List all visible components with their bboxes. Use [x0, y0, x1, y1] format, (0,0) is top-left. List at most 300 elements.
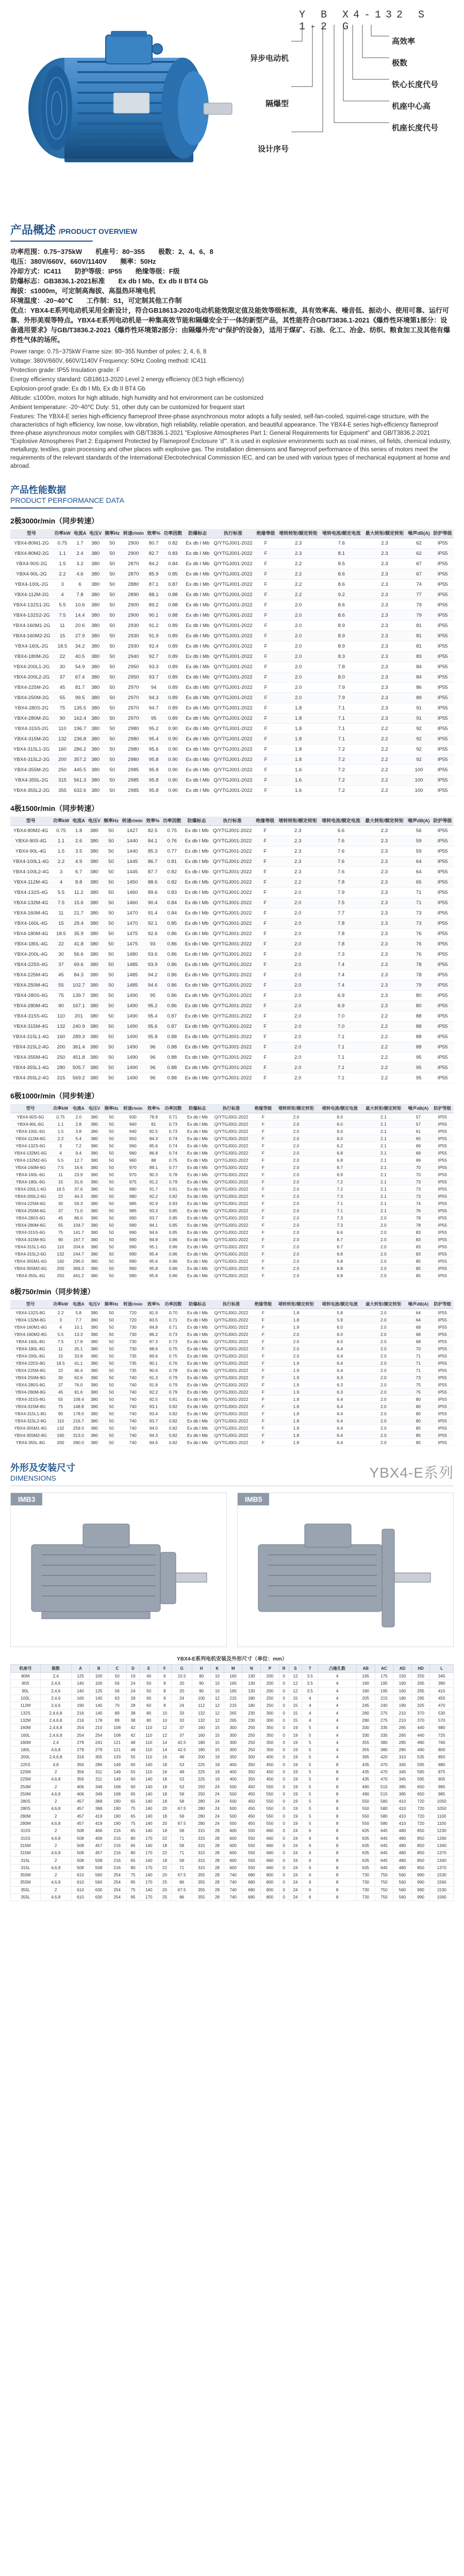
table-cell: 380 [87, 857, 102, 867]
table-cell: 980 [121, 1193, 145, 1200]
column-header: D [126, 1665, 140, 1673]
table-cell: 24 [210, 1812, 224, 1820]
table-cell: Ex db I Mb [183, 1032, 210, 1042]
table-cell: Q/YTGJ001-2022 [210, 846, 254, 857]
table-cell: Q/YTGJ001-2022 [210, 1316, 252, 1324]
table-cell: Q/YTGJ001-2022 [211, 559, 255, 569]
table-cell: Ex db I Mb [184, 683, 211, 693]
table-cell: 735 [121, 1360, 145, 1367]
hero-section [10, 0, 454, 216]
table-cell: 0.84 [161, 908, 183, 919]
table-cell: Q/YTGJ001-2022 [211, 744, 255, 755]
table-cell: 250 [52, 1053, 71, 1063]
table-cell: 37.6 [71, 1185, 87, 1193]
table-cell: 8.5 [320, 559, 363, 569]
overview-cn-text [10, 247, 454, 345]
table-cell: Ex db I Mb [183, 1063, 210, 1073]
table-cell: Ex db I Mb [185, 1128, 211, 1135]
table-cell: F [252, 1403, 274, 1410]
table-row [10, 600, 454, 611]
table-cell: 50 [140, 1680, 158, 1687]
table-cell: 569.2 [71, 1073, 86, 1083]
table-cell: 70 [405, 1171, 431, 1178]
table-cell: F [252, 1432, 274, 1439]
table-cell: F [252, 1367, 274, 1374]
table-cell: 6.0 [318, 1331, 362, 1338]
table-cell: 100 [90, 1680, 108, 1687]
table-cell: F [254, 919, 276, 929]
table-cell: 0.75 [52, 826, 71, 836]
table-cell: IP55 [432, 826, 454, 836]
table-cell: 985 [430, 1790, 454, 1798]
table-cell: 18 [158, 1812, 172, 1820]
table-cell: 0.83 [162, 549, 184, 559]
table-cell: 6.4 [318, 1396, 362, 1403]
table-cell: 8 [158, 1680, 172, 1687]
table-cell: 90.3 [145, 1171, 162, 1178]
table-cell: 380 [88, 621, 103, 631]
table-row [10, 703, 454, 714]
table-cell: 0.73 [162, 1338, 184, 1345]
table-cell: 64 [405, 1309, 431, 1316]
table-cell: 110 [52, 1011, 71, 1022]
table-cell: 148.8 [71, 1403, 87, 1410]
table-cell: 2.3 [363, 672, 406, 683]
table-cell: 92.6 [144, 929, 161, 939]
table-cell: 275 [375, 1709, 393, 1717]
table-cell: IP55 [432, 991, 454, 1001]
table-cell: 740 [121, 1388, 145, 1396]
table-cell: 160 [53, 744, 72, 755]
table-cell: 71.0 [71, 1207, 87, 1214]
table-cell: IP55 [432, 1207, 454, 1214]
table-cell: 50 [102, 1135, 121, 1142]
table-cell: 380 [87, 1360, 102, 1367]
table-cell: 2.0 [276, 1032, 320, 1042]
table-cell: IP55 [432, 980, 454, 991]
table-cell: 740 [121, 1403, 145, 1410]
table-cell: F [252, 1236, 274, 1243]
table-cell: 2.3 [276, 846, 320, 857]
table-cell: 140 [140, 1776, 158, 1783]
table-cell: 380 [87, 1425, 102, 1432]
table-cell: 11 [51, 1171, 70, 1178]
table-cell: 980 [121, 1185, 145, 1193]
table-cell: 50 [102, 1063, 120, 1073]
table-cell: YBX4-160M2-8G [10, 1331, 51, 1338]
table-cell: 7.6 [320, 857, 363, 867]
table-cell: Ex db I Mb [183, 950, 210, 960]
table-cell: 50 [102, 1236, 121, 1243]
table-cell: 12 [289, 1680, 302, 1687]
table-cell: 1.6 [277, 786, 320, 796]
table-cell: 355M [11, 1872, 41, 1879]
table-cell: 195 [375, 1680, 393, 1687]
table-cell: 730 [121, 1338, 145, 1345]
table-cell: 1.8 [274, 1403, 318, 1410]
table-cell: 2.2 [51, 1135, 70, 1142]
table-cell: 4,6,8 [40, 1790, 71, 1798]
table-cell: 2940 [121, 652, 145, 662]
table-cell: 12 [210, 1709, 224, 1717]
table-cell: 7.0 [320, 1022, 363, 1032]
table-cell: 130 [242, 1680, 261, 1687]
table-cell: 90.1 [145, 1360, 162, 1367]
table-cell: 380 [87, 1331, 102, 1338]
table-cell: 93.1 [145, 1403, 162, 1410]
table-cell: 19 [289, 1783, 302, 1790]
table-cell: 6.4 [318, 1360, 362, 1367]
table-cell: 0.89 [162, 631, 184, 641]
table-cell: 2.0 [277, 662, 320, 672]
table-row [11, 1717, 454, 1724]
table-cell: Q/YTGJ001-2022 [211, 611, 255, 621]
table-cell: 48 [126, 1746, 140, 1753]
table-cell: 2.0 [274, 1258, 318, 1265]
performance-table [10, 817, 454, 1083]
table-cell: 295 [411, 1694, 430, 1702]
table-cell: 149 [108, 1776, 126, 1783]
table-cell: 1530 [430, 1886, 454, 1893]
table-cell: Q/YTGJ001-2022 [210, 908, 254, 919]
table-cell: 0.86 [162, 1258, 184, 1265]
table-cell: 20 [158, 1820, 172, 1827]
table-cell: 11 [51, 1345, 70, 1352]
table-cell: 42.5 [171, 1739, 192, 1746]
table-cell: 850 [411, 1835, 430, 1842]
table-cell: 50 [102, 1258, 121, 1265]
table-cell: 380 [87, 1265, 102, 1272]
table-cell: 1.5 [53, 559, 72, 569]
performance-heading [10, 483, 454, 504]
table-cell: 50 [102, 1250, 121, 1258]
table-cell: 2.3 [363, 939, 406, 950]
table-cell: IP55 [432, 836, 454, 846]
table-cell: IP55 [432, 621, 454, 631]
table-cell: 90 [192, 1680, 211, 1687]
performance-group-title: 8极750r/min（同步转速） [10, 1287, 95, 1296]
table-cell: 28 [210, 1850, 224, 1857]
table-cell: Ex db I Mb [185, 1258, 211, 1265]
table-cell: 112 [192, 1702, 211, 1709]
table-cell: F [254, 1032, 276, 1042]
table-row [10, 877, 454, 888]
table-cell: 89.2 [145, 600, 162, 611]
table-cell: 78 [405, 1222, 431, 1229]
table-cell: 355M [11, 1879, 41, 1886]
table-row [10, 1022, 454, 1032]
table-cell: 12 [210, 1694, 224, 1702]
table-cell: 1490 [120, 1011, 144, 1022]
table-cell: 65 [126, 1790, 140, 1798]
table-cell: 93.4 [145, 1410, 162, 1417]
table-cell: 635 [356, 1827, 375, 1835]
label-poles: 极数 [392, 59, 408, 67]
table-cell: 2.0 [276, 1073, 320, 1083]
table-cell: 2,4,6 [40, 1687, 71, 1694]
table-cell: 70 [405, 1164, 431, 1171]
table-cell: 940 [121, 1121, 145, 1128]
table-cell: 71 [171, 1835, 192, 1842]
table-cell: 2.0 [277, 600, 320, 611]
table-cell: 4,6,8 [40, 1850, 71, 1857]
table-cell: 27.9 [72, 631, 88, 641]
table-cell: 18 [158, 1776, 172, 1783]
table-cell: 50 [102, 1367, 121, 1374]
table-cell: 0.89 [162, 683, 184, 693]
table-cell: 50 [103, 672, 121, 683]
table-cell: 108 [108, 1732, 126, 1739]
table-cell: Ex db I Mb [183, 929, 210, 939]
table-cell: 225S [11, 1761, 41, 1768]
table-cell: Ex db I Mb [185, 1309, 211, 1316]
table-cell: 265 [224, 1709, 242, 1717]
table-cell: 7.8 [320, 939, 363, 950]
table-cell: 380 [87, 960, 102, 970]
table-cell: 0 [279, 1680, 289, 1687]
table-cell: 85 [405, 1425, 431, 1432]
table-cell: 50 [102, 1042, 120, 1053]
table-cell: 550 [261, 1798, 279, 1805]
column-header: HD [411, 1665, 430, 1673]
table-cell: YBX4-315M-6G [10, 1236, 51, 1243]
table-cell: 349 [90, 1790, 108, 1798]
table-cell: F [254, 846, 276, 857]
table-cell: 28 [210, 1879, 224, 1886]
table-cell: 5 [302, 1790, 318, 1798]
table-cell: 0 [279, 1872, 289, 1879]
table-cell: 160M [11, 1724, 41, 1732]
table-cell: 2.2 [52, 857, 71, 867]
table-cell: 7.2 [320, 744, 363, 755]
table-cell: 15 [289, 1717, 302, 1724]
table-cell: 15 [289, 1694, 302, 1702]
table-cell: Ex db I Mb [185, 1142, 211, 1149]
table-cell: 216 [108, 1827, 126, 1835]
table-cell: 7.2 [320, 765, 363, 775]
table-cell: 0.89 [162, 714, 184, 724]
table-cell: 7.1 [320, 734, 363, 744]
column-header: 功率kW [51, 1104, 70, 1113]
table-row [10, 1207, 454, 1214]
table-cell: 50 [102, 1011, 120, 1022]
table-cell: F [254, 1022, 276, 1032]
table-cell: 89.1 [145, 1164, 162, 1171]
table-cell: 2.0 [276, 898, 320, 908]
table-cell: 2870 [121, 559, 145, 569]
table-cell: 380 [87, 1128, 102, 1135]
table-cell: 45 [51, 1214, 70, 1222]
table-cell: 2.2 [363, 734, 406, 744]
overview-underline [10, 241, 93, 242]
table-cell: F [255, 734, 277, 744]
table-row [10, 611, 454, 621]
column-header: 绝缘等级 [254, 817, 276, 826]
table-cell: 50 [102, 1193, 121, 1200]
table-cell: YBX4-112M-4G [10, 877, 52, 888]
table-cell: 2985 [121, 786, 145, 796]
performance-group-title: 4极1500r/min（同步转速） [10, 804, 99, 812]
table-cell: Ex db I Mb [185, 1410, 211, 1417]
table-cell: 1470 [120, 908, 144, 919]
table-cell: 50 [102, 960, 120, 970]
table-cell: IP55 [432, 846, 454, 857]
table-cell: 10 [210, 1687, 224, 1694]
table-cell: 2.0 [362, 1374, 406, 1381]
column-header: 型号 [10, 1104, 51, 1113]
table-row [10, 1403, 454, 1410]
table-cell: 3 [53, 580, 72, 590]
table-cell: 0.87 [162, 580, 184, 590]
table-cell: 250 [261, 1702, 279, 1709]
table-cell: 190 [108, 1812, 126, 1820]
table-cell: 76 [406, 950, 432, 960]
table-cell: 2.2 [363, 744, 406, 755]
table-row [10, 1128, 454, 1135]
table-cell: 990 [121, 1222, 145, 1229]
table-cell: 44.3 [71, 1193, 87, 1200]
table-cell: IP55 [432, 631, 454, 641]
table-cell: 2.3 [363, 569, 406, 580]
table-cell: 265 [411, 1687, 430, 1694]
table-cell: 380 [87, 1042, 102, 1053]
table-cell: 850 [411, 1857, 430, 1864]
table-cell: 630 [90, 1886, 108, 1893]
table-cell: F [252, 1178, 274, 1185]
table-cell: 2.3 [363, 888, 406, 898]
table-cell: 90 [51, 1236, 70, 1243]
table-cell: 30 [53, 662, 72, 672]
table-cell: 0.79 [162, 1178, 184, 1185]
table-cell: 141.7 [71, 1229, 87, 1236]
table-cell: 2.0 [362, 1432, 406, 1439]
table-cell: 0.82 [162, 1193, 184, 1200]
table-cell: 92.2 [145, 1388, 162, 1396]
table-cell: 4,6,8 [40, 1746, 71, 1753]
table-row [11, 1872, 454, 1879]
table-cell: YBX4-355L-2G [10, 775, 53, 786]
table-cell: 2.0 [277, 611, 320, 621]
table-cell: 345 [393, 1776, 412, 1783]
table-cell: 84 [406, 662, 432, 672]
table-cell: F [254, 1073, 276, 1083]
table-cell: 660 [261, 1842, 279, 1849]
table-cell: 254 [90, 1732, 108, 1739]
column-header: L [430, 1665, 454, 1673]
table-cell: 0.89 [162, 672, 184, 683]
table-cell: 78.9 [145, 1113, 162, 1121]
table-cell: 315 [192, 1835, 211, 1842]
table-cell: 50 [103, 786, 121, 796]
table-cell: Q/YTGJ001-2022 [210, 1178, 252, 1185]
table-cell: 225M [11, 1776, 41, 1783]
table-cell: YBX4-160L-4G [10, 919, 52, 929]
table-cell: 380 [88, 559, 103, 569]
performance-title-en: PRODUCT PERFORMANCE DATA [10, 496, 124, 504]
table-row [10, 1243, 454, 1250]
table-cell: 12 [289, 1673, 302, 1680]
table-cell: 216 [108, 1864, 126, 1871]
table-cell: F [252, 1207, 274, 1214]
table-cell: IP55 [432, 569, 454, 580]
column-header: 型号 [10, 817, 52, 826]
table-cell: IP55 [432, 898, 454, 908]
table-cell: 75 [126, 1886, 140, 1893]
performance-table-header [10, 529, 454, 538]
table-cell: 6.2 [318, 1142, 362, 1149]
table-cell: 1.5 [52, 846, 71, 857]
table-cell: 2 [40, 1812, 71, 1820]
table-cell: 2.0 [274, 1178, 318, 1185]
table-cell: 4,6,8 [40, 1864, 71, 1871]
table-cell: 0 [279, 1886, 289, 1893]
table-cell: 76 [405, 1207, 431, 1214]
table-cell: Q/YTGJ001-2022 [210, 1309, 252, 1316]
table-cell: 380 [87, 970, 102, 980]
table-cell: 6.7 [318, 1164, 362, 1171]
table-cell: 65 [406, 877, 432, 888]
table-cell: 58 [171, 1827, 192, 1835]
table-cell: 90 [53, 714, 72, 724]
table-cell: 990 [121, 1214, 145, 1222]
table-cell: IP55 [432, 1265, 454, 1272]
table-cell: 50 [102, 1345, 121, 1352]
table-cell: 80 [405, 1403, 431, 1410]
table-cell: 990 [121, 1243, 145, 1250]
table-cell: 279 [90, 1746, 108, 1753]
table-cell: 595 [411, 1776, 430, 1783]
table-row [10, 1073, 454, 1083]
table-cell: 55 [126, 1768, 140, 1775]
table-cell: IP55 [432, 559, 454, 569]
table-cell: 7.7 [320, 908, 363, 919]
table-cell: 560 [393, 1872, 412, 1879]
table-cell: 8 [158, 1694, 172, 1702]
table-cell: 2.3 [363, 826, 406, 836]
table-cell: 50 [102, 1352, 121, 1360]
table-cell: 50 [108, 1673, 126, 1680]
table-cell: 92.2 [145, 1193, 162, 1200]
table-cell: F [255, 755, 277, 765]
column-header: 转速r/min [121, 1300, 145, 1309]
table-cell: 95 [406, 1073, 432, 1083]
table-cell: 2,4,6,8 [40, 1724, 71, 1732]
table-cell: 380 [87, 1258, 102, 1265]
table-row [10, 1149, 454, 1157]
table-cell: 216 [108, 1850, 126, 1857]
table-cell: 2.0 [362, 1250, 406, 1258]
table-cell: 990 [121, 1250, 145, 1258]
table-cell: 30 [51, 1374, 70, 1381]
table-cell: 2.3 [363, 898, 406, 908]
table-cell: 2.0 [274, 1345, 318, 1352]
table-cell: 6 [158, 1673, 172, 1680]
table-cell: 349 [90, 1783, 108, 1790]
table-cell: YBX4-225M-2G [10, 683, 53, 693]
table-cell: 50 [102, 1053, 120, 1063]
table-row [10, 693, 454, 703]
table-cell: YBX4-160L-2G [10, 641, 53, 652]
table-cell: 380 [88, 724, 103, 734]
table-cell: 65 [126, 1798, 140, 1805]
table-cell: 650 [411, 1783, 430, 1790]
table-cell: 380 [87, 877, 102, 888]
table-cell: 4 [318, 1717, 357, 1724]
table-cell: 149 [108, 1761, 126, 1768]
table-cell: 2.0 [362, 1352, 406, 1360]
table-cell: 380 [88, 549, 103, 559]
table-cell: 2.1 [362, 1193, 406, 1200]
